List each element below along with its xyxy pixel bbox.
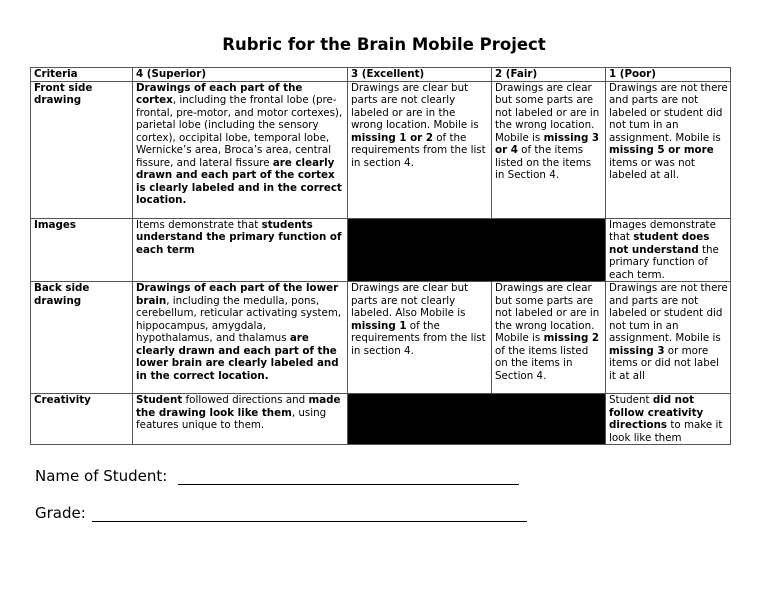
criteria-creativity: Creativity — [31, 394, 133, 445]
cell-front-poor — [606, 81, 731, 218]
cell-text-run: , including the medulla, pons, cerebellum, reticular activating system, hippocampus, amygdala, hypothalamus, and thalamus — [136, 294, 342, 344]
cell-text-run: followed directions and — [182, 394, 309, 406]
grade-label: Grade: — [35, 504, 86, 522]
header-poor: 1 (Poor) — [606, 68, 731, 82]
rubric-table — [30, 67, 731, 445]
cell-text-run: students understand the primary function of each term — [136, 218, 342, 256]
cell-text-run: missing 2 — [543, 332, 600, 344]
header-criteria: Criteria — [31, 68, 133, 82]
cell-text-run: missing 1 — [351, 319, 407, 332]
cell-creativity-poor — [606, 394, 731, 445]
cell-text-run: to make it look like them — [609, 419, 723, 444]
cell-text-run: Student — [609, 394, 653, 406]
cell-text-run: items or was not labeled at all. — [609, 156, 695, 181]
cell-text-run: , including the frontal lobe (pre-frontal, pre-motor, and motor cortexes), parietal lobe (including the sensory cortex), occipital lobe, temporal lobe, Wernicke’s area, Broca’s area, central fissure, and lateral fissure — [136, 94, 343, 169]
cell-text-run: of the requirements from the list in section 4. — [351, 131, 486, 169]
criteria-front-side-drawing: Front side drawing — [31, 81, 133, 218]
cell-text-run: student does not understand — [609, 231, 710, 256]
cell-text-run: Drawings are clear but parts are not clearly labeled. Also Mobile is — [351, 282, 469, 319]
grade-field[interactable] — [92, 521, 527, 522]
cell-text-run: missing 5 or more — [609, 144, 714, 156]
cell-text-run: Drawings are not there and parts are not labeled or student did not tum in an assignment. Mobile is — [609, 282, 728, 344]
cell-text-run: Student — [136, 394, 183, 406]
student-name-label: Name of Student: — [35, 467, 168, 485]
cell-text-run: of the items listed on the items in Section 4. — [495, 144, 592, 181]
row-front-side-drawing — [31, 81, 731, 218]
criteria-back-side-drawing: Back side drawing — [31, 282, 133, 394]
cell-text-run: missing 3 or 4 — [495, 131, 600, 156]
header-fair: 2 (Fair) — [492, 68, 606, 82]
blacked-out-cell — [348, 218, 606, 282]
cell-text-run: , using features unique to them. — [136, 406, 327, 431]
header-superior: 4 (Superior) — [133, 68, 348, 82]
cell-text-run: missing 3 — [609, 344, 665, 357]
cell-text-run: are clearly drawn and each part of the lower brain are clearly labeled and in the correct location. — [136, 332, 339, 382]
cell-creativity-superior — [133, 394, 348, 445]
cell-images-poor — [606, 218, 731, 282]
grade-line — [35, 504, 86, 522]
row-back-side-drawing — [31, 282, 731, 394]
criteria-images: Images — [31, 218, 133, 282]
cell-back-poor — [606, 282, 731, 394]
cell-text-run: made the drawing look like them — [136, 394, 341, 419]
row-images — [31, 218, 731, 282]
header-excellent: 3 (Excellent) — [348, 68, 492, 82]
cell-text-run: Drawings are clear but parts are not clearly labeled or are in the wrong location. Mobile is — [351, 81, 479, 131]
cell-back-fair — [492, 282, 606, 394]
cell-text-run: Drawings of each part of the cortex — [136, 81, 303, 106]
cell-text-run: the primary function of each term. — [609, 243, 719, 281]
cell-text-run: are clearly drawn and each part of the cortex is clearly labeled and in the correct location. — [136, 156, 342, 206]
cell-images-superior — [133, 218, 348, 282]
cell-text-run: missing 1 or 2 — [351, 131, 433, 144]
cell-front-excellent — [348, 81, 492, 218]
cell-text-run: Drawings are not there and parts are not labeled or student did not tum in an assignment. Mobile is — [609, 81, 728, 144]
cell-text-run: or more items or did not label it at all — [609, 344, 719, 382]
cell-front-superior — [133, 81, 348, 218]
cell-text-run: Items demonstrate that — [136, 218, 262, 231]
cell-text-run: of the items listed on the items in Section 4. — [495, 344, 589, 382]
cell-front-fair — [492, 81, 606, 218]
cell-text-run: Drawings of each part of the lower brain — [136, 282, 339, 307]
cell-text-run: of the requirements from the list in section 4. — [351, 319, 486, 357]
header-row — [31, 68, 731, 82]
cell-text-run: Drawings are clear but some parts are not labeled or are in the wrong location. Mobile is — [495, 81, 600, 144]
student-name-field[interactable] — [178, 484, 519, 485]
document-title: Rubric for the Brain Mobile Project — [222, 35, 546, 54]
cell-text-run: Images demonstrate that — [609, 218, 716, 243]
blacked-out-cell — [348, 394, 606, 445]
cell-back-excellent — [348, 282, 492, 394]
row-creativity — [31, 394, 731, 445]
cell-text-run: did not follow creativity directions — [609, 394, 704, 431]
student-name-line — [35, 467, 167, 485]
cell-back-superior — [133, 282, 348, 394]
cell-text-run: Drawings are clear but some parts are not labeled or are in the wrong location. Mobile is — [495, 282, 600, 344]
